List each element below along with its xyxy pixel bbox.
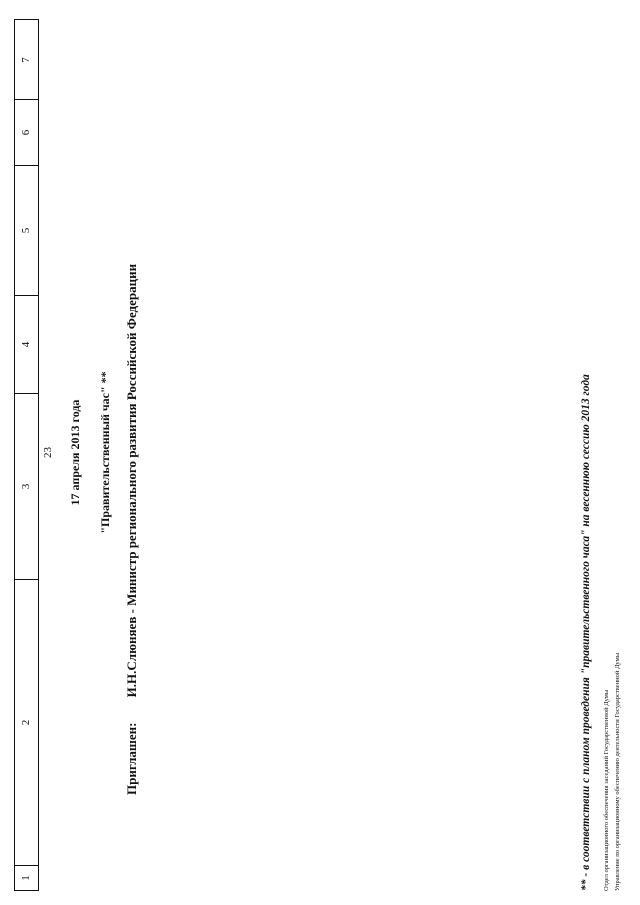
column-cell-5: 5 <box>15 166 38 296</box>
footnote: ** - в соответствии с планом проведения "правительственного часа" на весеннюю сессию 2013 года <box>580 374 592 891</box>
department-line-1: Отдел организационного обеспечения заседаний Государственной Думы <box>603 689 610 891</box>
section-title: "Правительственный час" ** <box>98 371 112 534</box>
invited-label: Приглашен: <box>124 722 139 795</box>
column-cell-7: 7 <box>15 21 38 100</box>
column-cell-3: 3 <box>15 394 38 580</box>
department-line-2: Управление по организационному обеспечению деятельности Государственной Думы <box>614 652 621 891</box>
column-cell-1: 1 <box>20 875 32 881</box>
column-cell-2: 2 <box>15 580 38 866</box>
invited-line <box>124 264 140 795</box>
session-date: 17 апреля 2013 года <box>68 399 82 506</box>
invited-person: И.Н.Слюняев - Министр регионального развития Российской Федерации <box>124 263 139 698</box>
column-cell-6: 6 <box>15 100 38 166</box>
column-cell-4: 4 <box>15 296 38 394</box>
page-number: 23 <box>42 447 54 458</box>
column-number-table <box>14 19 39 891</box>
